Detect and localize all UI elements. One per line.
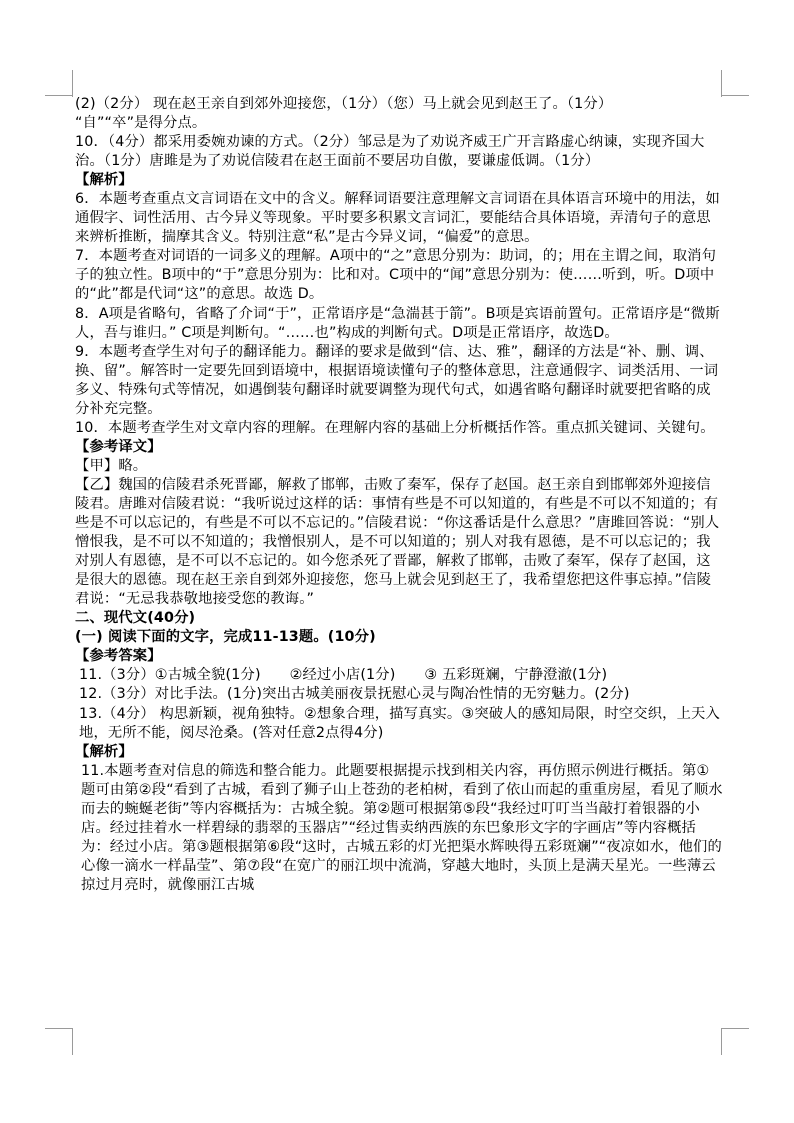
crop-mark-bottom-left-h bbox=[45, 1028, 72, 1029]
answer-10: 10．（4分）都采用委婉劝谏的方式。（2分）邹忌是为了劝说齐威王广开言路虚心纳谏，实现齐国大治。（1分）唐雎是为了劝说信陵君在赵王面前不要居功自傲，要谦虚低调。（1分） bbox=[75, 134, 705, 170]
crop-mark-top-right-v bbox=[721, 70, 722, 97]
answer-line: (2)（2分） 现在赵王亲自到郊外迎接您，（1分）（您）马上就会见到赵王了。（1分） bbox=[75, 96, 613, 112]
reading-prompt: (一) 阅读下面的文字，完成11-13题。(10分) bbox=[75, 629, 376, 646]
section-heading-translation: 【参考译文】 bbox=[75, 438, 162, 455]
answer-note: “自”“卒”是得分点。 bbox=[75, 115, 207, 132]
section-heading-modern-text: 二、现代文(40分) bbox=[75, 610, 196, 627]
section-heading-answers: 【参考答案】 bbox=[75, 648, 162, 665]
answer-11: 11.（3分）①古城全貌(1分) ②经过小店(1分) ③ 五彩斑斓，宁静澄澈(1分) bbox=[79, 667, 608, 684]
crop-mark-top-left-h bbox=[45, 95, 72, 96]
translation-yi: 【乙】魏国的信陵君杀死晋鄙，解救了邯郸，击败了秦军，保存了赵国。赵王亲自到邯郸郊外迎接信陵君。唐雎对信陵君说：“我听说过这样的话：事情有些是不可以知道的，有些是不可以不知道的；有些是不可以忘记的，有些是不可以不忘记的。”信陵君说：“你这番话是什么意思？”唐雎回答说：“别人憎恨我，是不可以不知道的；我憎恨别人，是不可以知道的；别人对我有恩德，是不可以忘记的；我对别人有恩德，是不可以不忘记的。如今您杀死了晋鄙，解救了邯郸，击败了秦军，保存了赵国，这是很大的恩德。现在赵王亲自到郊外迎接您，您马上就会见到赵王了，我希望您把这件事忘掉。”信陵君说：“无忌我恭敬地接受您的教诲。” bbox=[75, 476, 720, 608]
crop-mark-bottom-left-v bbox=[72, 1028, 73, 1055]
analysis-10: 10．本题考查学生对文章内容的理解。在理解内容的基础上分析概括作答。重点抓关键词、关键句。 bbox=[75, 419, 715, 436]
crop-mark-top-right-h bbox=[722, 95, 749, 96]
answer-12: 12.（3分）对比手法。(1分)突出古城美丽夜景抚慰心灵与陶冶性情的无穷魅力。(2分) bbox=[79, 686, 630, 703]
document-body bbox=[75, 95, 723, 895]
crop-mark-bottom-right-h bbox=[722, 1028, 749, 1029]
translation-jia: 【甲】略。 bbox=[75, 457, 148, 474]
analysis-6: 6．本题考查重点文言词语在文中的含义。解释词语要注意理解文言词语在具体语言环境中的用法，如通假字、词性活用、古今异义等现象。平时要多积累文言词汇，要能结合具体语境，弄清句子的意思来辨析推断，揣摩其含义。特别注意“私”是古今异义词，“偏爱”的意思。 bbox=[75, 191, 720, 246]
section-heading-analysis-2: 【解析】 bbox=[75, 743, 133, 760]
answer-13: 13.（4分） 构思新颖，视角独特。②想象合理，描写真实。③突破人的感知局限，时空交织，上天入地，无所不能，阅尽沧桑。(答对任意2点得4分) bbox=[79, 705, 720, 741]
crop-mark-top-left-v bbox=[72, 70, 73, 97]
analysis-7: 7．本题考查对词语的一词多义的理解。A项中的“之”意思分别为：助词，的；用在主谓之间，取消句子的独立性。B项中的“于”意思分别为：比和对。C项中的“闻”意思分别为：使……听到，听。D项中的“此”都是代词“这”的意思。故选 D。 bbox=[75, 248, 717, 303]
crop-mark-bottom-right-v bbox=[721, 1028, 722, 1055]
analysis-8: 8．A项是省略句，省略了介词“于”，正常语序是“急湍甚于箭”。B项是宾语前置句。正常语序是“微斯人，吾与谁归。” C项是判断句。“……也”构成的判断句式。D项是正常语序，故选D。 bbox=[75, 305, 720, 341]
section-heading-analysis: 【解析】 bbox=[75, 172, 133, 189]
analysis-11: 11.本题考查对信息的筛选和整合能力。此题要根据提示找到相关内容，再仿照示例进行概括。第①题可由第②段“看到了古城，看到了狮子山上苍劲的老柏树，看到了依山而起的重重房屋，看见了顺水而去的蜿蜒老街”等内容概括为：古城全貌。第②题可根据第⑤段“我经过叮叮当当敲打着银器的小店。经过挂着水一样碧绿的翡翠的玉器店”“经过售卖纳西族的东巴象形文字的字画店”等内容概括为：经过小店。第③题根据第⑥段“这时，古城五彩的灯光把渠水辉映得五彩斑斓”“夜凉如水，他们的心像一滴水一样晶莹”、第⑦段“在宽广的丽江坝中流淌，穿越大地时，头顶上是满天星光。一些薄云掠过月亮时，就像丽江古城 bbox=[81, 762, 723, 893]
analysis-9: 9．本题考查学生对句子的翻译能力。翻译的要求是做到“信、达、雅”，翻译的方法是“补、删、调、换、留”。解答时一定要先回到语境中，根据语境读懂句子的整体意思，注意通假字、词类活用、一词多义、特殊句式等情况，如遇倒装句翻译时就要调整为现代句式，如遇省略句翻译时就要把省略的成分补充完整。 bbox=[75, 343, 719, 417]
